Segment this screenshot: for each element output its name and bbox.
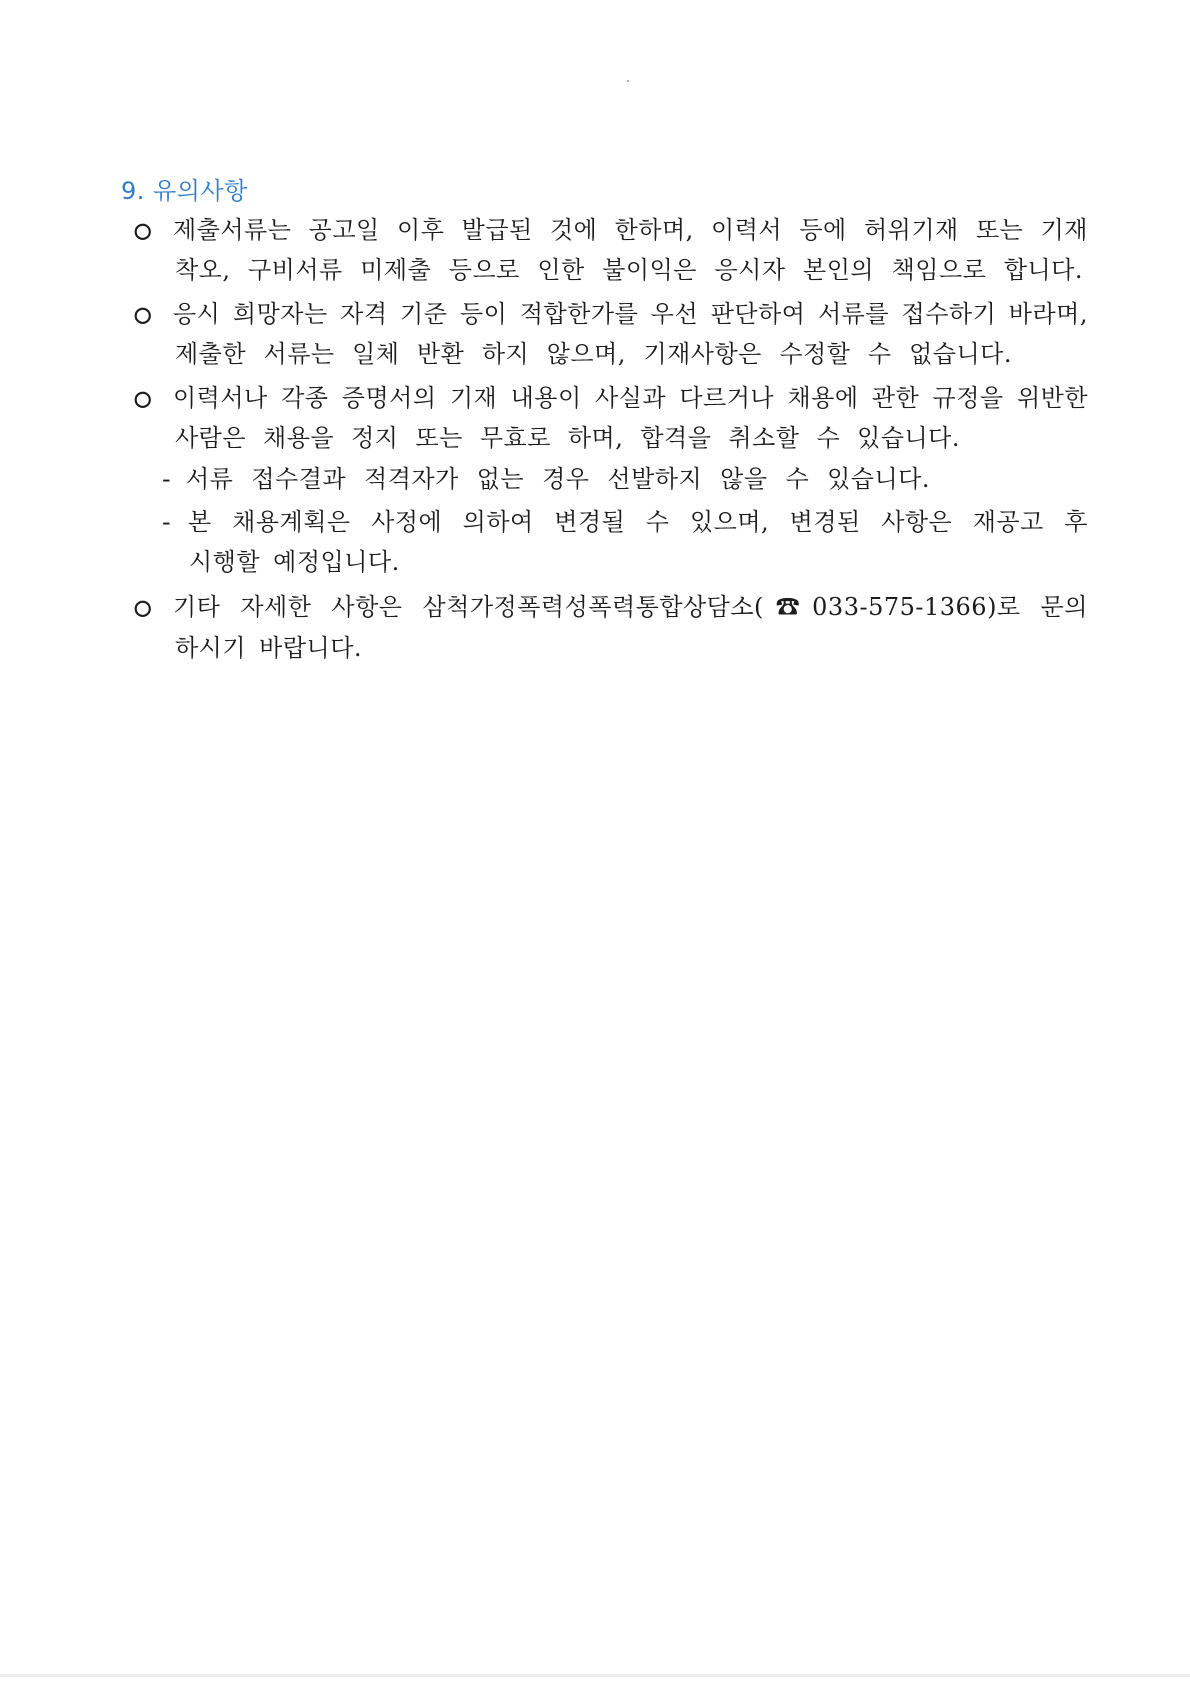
scan-artifact-dot [627,80,629,82]
notice-line: 제출서류는 공고일 이후 발급된 것에 한하며, 이력서 등에 허위기재 또는 기재 [173,216,1088,244]
notice-line: 이력서나 각종 증명서의 기재 내용이 사실과 다르거나 채용에 관한 규정을 위반한 [173,384,1088,412]
dash-bullet: - [162,465,171,493]
circle-bullet: ○ [134,386,152,410]
circle-bullet: ○ [134,218,152,242]
circle-bullet: ○ [134,595,152,619]
scan-edge-line [0,1674,1190,1677]
notice-subline: 시행할 예정입니다. [189,548,400,576]
notice-line: 사람은 채용을 정지 또는 무효로 하며, 합격을 취소할 수 있습니다. [175,424,960,452]
notice-line: 하시기 바랍니다. [175,634,363,662]
notice-line-contact: 기타 자세한 사항은 삼척가정폭력성폭력통합상담소(☎033-575-1366)로 문의 [173,593,1088,621]
section-heading: 9. 유의사항 [121,177,248,205]
notice-subline: 본 채용계획은 사정에 의하여 변경될 수 있으며, 변경된 사항은 재공고 후 [188,508,1088,536]
circle-bullet: ○ [134,302,152,326]
notice-line: 응시 희망자는 자격 기준 등이 적합한가를 우선 판단하여 서류를 접수하기 바라며, [173,300,1088,328]
notice-line: 제출한 서류는 일체 반환 하지 않으며, 기재사항은 수정할 수 없습니다. [175,340,1012,368]
notice-subline: 서류 접수결과 적격자가 없는 경우 선발하지 않을 수 있습니다. [186,465,930,493]
dash-bullet: - [162,508,171,536]
notice-line: 착오, 구비서류 미제출 등으로 인한 불이익은 응시자 본인의 책임으로 합니다. [175,256,1083,284]
